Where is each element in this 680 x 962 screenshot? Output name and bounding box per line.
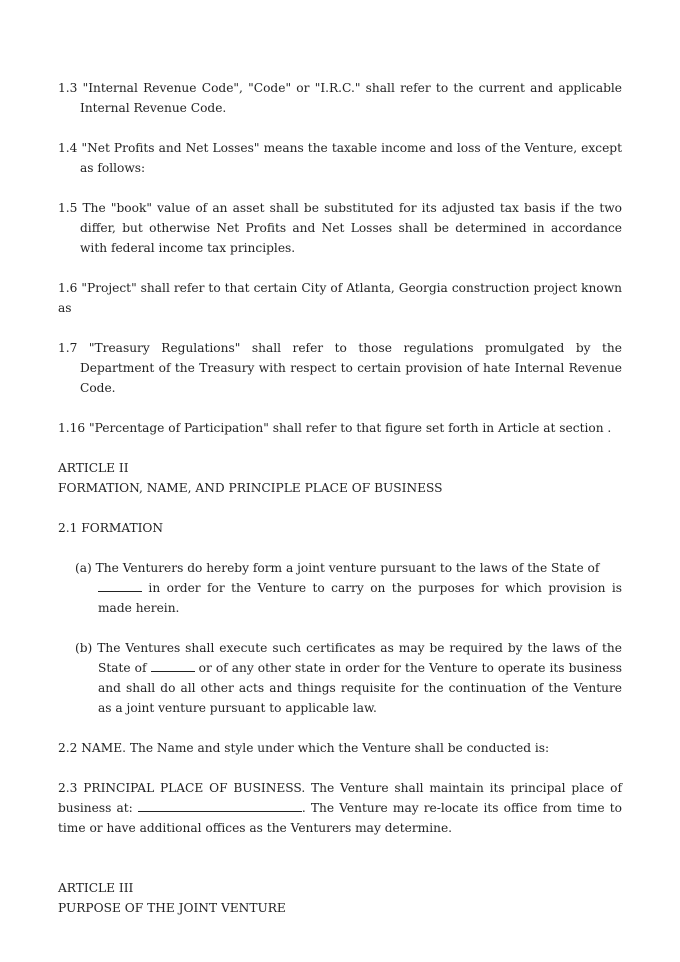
article-2-title: FORMATION, NAME, AND PRINCIPLE PLACE OF BUSINESS xyxy=(58,481,443,495)
address-blank xyxy=(138,798,302,812)
section-2-1-a xyxy=(75,558,622,618)
article-3-title: PURPOSE OF THE JOINT VENTURE xyxy=(58,901,286,915)
section-1-16: 1.16 "Percentage of Participation" shall refer to that figure set forth in Article at section . xyxy=(58,421,612,435)
section-2-1: 2.1 FORMATION xyxy=(58,521,164,535)
article-2-heading: ARTICLE II xyxy=(58,461,129,475)
section-1-5: 1.5 The "book" value of an asset shall be substituted for its adjusted tax basis if the two differ, but otherwise Net Profits and Net Losses shall be determined in accordance with federal income tax principles. xyxy=(58,201,622,255)
section-2-1-b xyxy=(75,638,622,718)
document-page xyxy=(58,78,622,918)
section-2-1-a-text-start: (a) The Venturers do hereby form a joint venture pursuant to the laws of the State of xyxy=(75,561,600,575)
section-1-7: 1.7 "Treasury Regulations" shall refer to those regulations promulgated by the Department of the Treasury with respect to certain provision of hate Internal Revenue Code. xyxy=(58,341,622,395)
section-2-3-text-start: 2.3 PRINCIPAL PLACE OF BUSINESS. The Venture shall maintain its principal place of business at: xyxy=(58,781,622,815)
section-1-3: 1.3 "Internal Revenue Code", "Code" or "I.R.C." shall refer to the current and applicable Internal Revenue Code. xyxy=(58,81,622,115)
section-2-1-b-text-start: (b) The Ventures shall execute such certificates as may be required by the laws of the State of xyxy=(75,641,622,675)
section-1-6: 1.6 "Project" shall refer to that certain City of Atlanta, Georgia construction project known as xyxy=(58,281,622,315)
section-2-1-a-text-end: in order for the Venture to carry on the purposes for which provision is made herein. xyxy=(98,581,622,615)
section-1-4: 1.4 "Net Profits and Net Losses" means the taxable income and loss of the Venture, except as follows: xyxy=(58,141,622,175)
state-blank xyxy=(151,658,195,672)
state-blank xyxy=(98,578,142,592)
section-2-2: 2.2 NAME. The Name and style under which the Venture shall be conducted is: xyxy=(58,741,550,755)
section-2-1-b-text-end: or of any other state in order for the Venture to operate its business and shall do all other acts and things requisite for the continuation of the Venture as a joint venture pursuant to applicable law. xyxy=(98,661,622,715)
section-2-3-text-end: . The Venture may re-locate its office from time to time or have additional offices as the Venturers may determine. xyxy=(58,801,622,835)
section-2-3 xyxy=(58,778,622,838)
article-3-heading: ARTICLE III xyxy=(58,881,134,895)
